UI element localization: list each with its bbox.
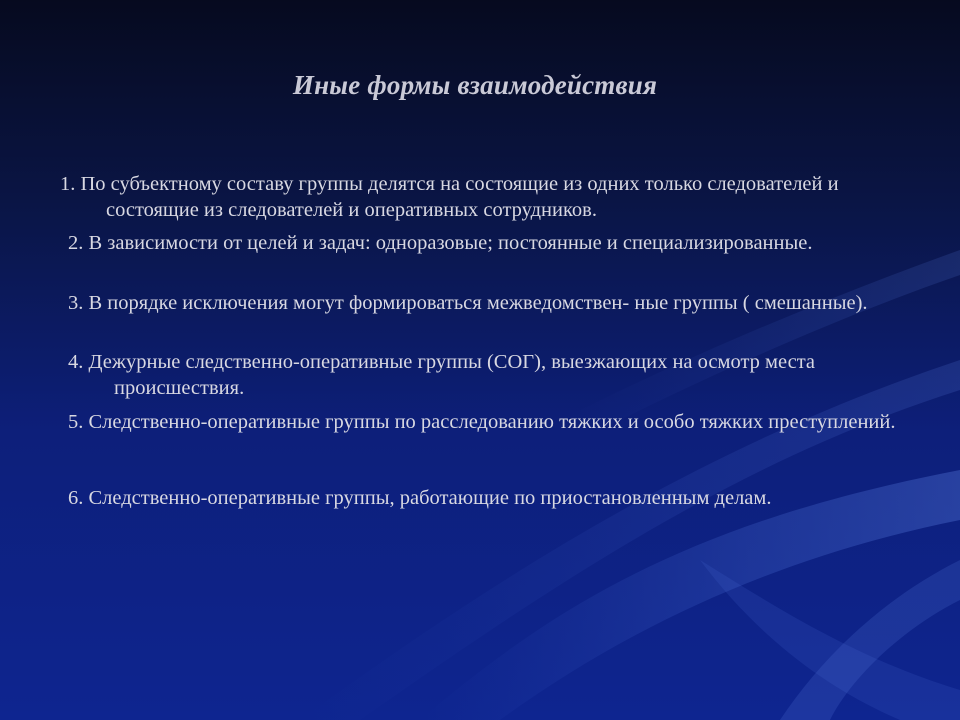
- list-item: 1. По субъектному составу группы делятся на состоящие из одних только следователей и состоящие из следователей и оперативных сотрудников.: [60, 173, 839, 221]
- list-item: 5. Следственно-оперативные группы по расследованию тяжких и особо тяжких преступлений.: [68, 411, 896, 433]
- list-item: 2. В зависимости от целей и задач: одноразовые; постоянные и специализированные.: [68, 232, 813, 254]
- list-item: 6. Следственно-оперативные группы, работающие по приостановленным делам.: [68, 487, 772, 509]
- list-item: 4. Дежурные следственно-оперативные группы (СОГ), выезжающих на осмотр места происшествия.: [68, 351, 816, 399]
- list-item: 3. В порядке исключения могут формироваться межведомствен- ные группы ( смешанные).: [68, 292, 868, 314]
- slide-title: Иные формы взаимодействия: [292, 70, 658, 100]
